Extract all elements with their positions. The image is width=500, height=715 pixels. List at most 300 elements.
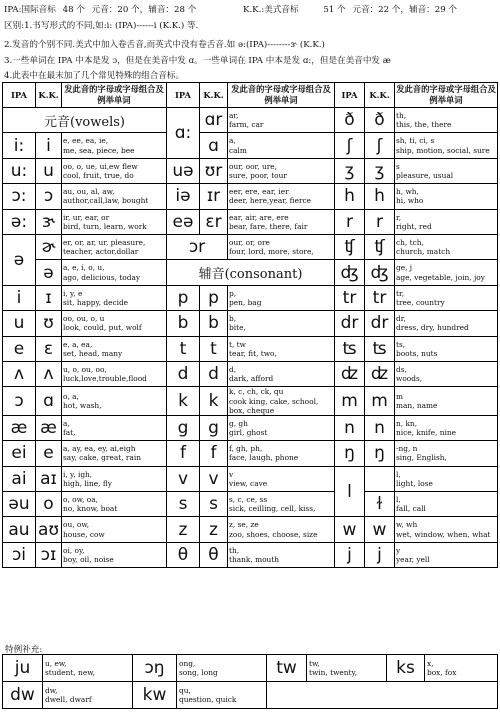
example-words [228, 542, 335, 567]
example-words [177, 682, 267, 709]
ipa-symbol: p [167, 285, 200, 310]
intro-diff-1: 区别:1.书写形式的不同,如:i: (IPA)------i (K.K.) 等. [4, 21, 199, 31]
example-line: our, oor, ure, [229, 161, 277, 171]
example-words [62, 311, 167, 336]
example-line: dr, [396, 314, 406, 324]
ipa-symbol: f [167, 441, 200, 466]
example-words [62, 415, 167, 440]
kk-symbol: ɝ [36, 209, 62, 234]
kk-symbol: æ [36, 415, 62, 440]
intro-diff-4: 4.此表中在最末加了几个常见特殊的组合音标。 [4, 71, 185, 81]
example-words [228, 387, 335, 416]
kk-symbol: o [36, 492, 62, 517]
ipa-symbol: ei [3, 441, 36, 466]
example-line: boots, nuts [396, 348, 438, 358]
ipa-symbol: iə [167, 184, 200, 209]
example-line: er, or, ar, ur, pleasure, [63, 237, 146, 247]
kk-symbol: ð [365, 108, 395, 133]
example-line: bird, turn, learn, work [63, 221, 147, 231]
ipa-label: IPA:国际音标 [4, 5, 56, 15]
example-line: tear, fit, two, [229, 348, 277, 358]
example-words [228, 492, 335, 517]
example-line: year, yell [396, 555, 430, 565]
kk-label: K.K.:美式音标 [243, 5, 299, 15]
table-row [3, 492, 498, 517]
example-words [395, 492, 498, 517]
example-line: this, the, there [396, 120, 452, 130]
ipa-count: 48 个 [62, 5, 85, 15]
kk-symbol: ʦ [365, 336, 395, 361]
example-words [228, 209, 335, 234]
example-line: th, [396, 110, 407, 120]
kk-symbol: k [200, 387, 228, 416]
example-words [395, 441, 498, 466]
example-line: woods, [396, 374, 423, 384]
example-line: zoo, shoes, choose, size [229, 529, 318, 539]
example-line: oo, o, ue, ui,ew flew [63, 161, 138, 171]
example-line: student, new, [45, 668, 95, 677]
table-row [3, 158, 498, 183]
column-header: K.K. [200, 83, 228, 108]
example-words [307, 655, 387, 682]
ipa-symbol: i: [3, 133, 36, 158]
kk-symbol: s [200, 492, 228, 517]
example-line: oi, oy, [63, 545, 85, 555]
example-line: box, fox [427, 668, 457, 677]
kk-symbol: w [365, 517, 395, 542]
example-line: e, ee, ea, ie, [63, 136, 109, 146]
example-words [228, 517, 335, 542]
example-line: sh, ti, ci, s [396, 136, 435, 146]
example-line: pleasure, usual [396, 170, 454, 180]
table-row [3, 517, 498, 542]
example-line: m [396, 391, 404, 401]
kk-symbol: ʒ [365, 158, 395, 183]
example-line: l, [396, 495, 401, 505]
example-words [395, 184, 498, 209]
example-line: -ng, n [396, 444, 418, 454]
example-words [62, 542, 167, 567]
example-line: g, gh [229, 418, 248, 428]
special-symbol: ju [3, 655, 43, 682]
example-line: a, ay, ea, ey, ai,eigh [63, 444, 136, 454]
example-line: ds, [396, 364, 407, 374]
ipa-symbol: v [167, 466, 200, 491]
kk-symbol: ɔɪ [36, 542, 62, 567]
example-words [228, 311, 335, 336]
example-line: twin, twenty, [309, 668, 358, 677]
example-words [228, 158, 335, 183]
ipa-symbol: ʒ [335, 158, 365, 183]
example-words [395, 285, 498, 310]
table-row [3, 336, 498, 361]
example-line: light, lose [396, 478, 433, 488]
example-line: teacher, actor,dollar [63, 247, 139, 257]
example-words [62, 209, 167, 234]
example-line: ts, [396, 339, 406, 349]
example-line: i, y, e [63, 288, 83, 298]
example-line: deer, here,year, fierce [229, 196, 312, 206]
example-line: face, laugh, phone [229, 453, 299, 463]
ipa-symbol: ŋ [335, 441, 365, 466]
table-row [3, 260, 498, 285]
example-line: hot, wash, [63, 401, 102, 411]
column-header: IPA [335, 83, 365, 108]
example-words [62, 285, 167, 310]
example-line: dw, [45, 685, 58, 695]
example-words [62, 466, 167, 491]
table-row [3, 311, 498, 336]
ipa-symbol: r [335, 209, 365, 234]
column-header: IPA [167, 83, 200, 108]
example-words [62, 361, 167, 386]
example-line: nice, knife, nine [396, 428, 457, 438]
example-words [43, 682, 133, 709]
example-line: x, [427, 658, 434, 668]
ipa-symbol: u [3, 311, 36, 336]
kk-symbol: ɛ [36, 336, 62, 361]
special-symbol: dw [3, 682, 43, 709]
kk-symbol: m [365, 387, 395, 416]
ipa-symbol: ʣ [335, 361, 365, 386]
kk-symbol: ɑr [200, 108, 228, 133]
example-words [228, 108, 335, 133]
example-line: o, a, [63, 391, 79, 401]
column-header: K.K. [36, 83, 62, 108]
example-words [62, 336, 167, 361]
table-row [3, 415, 498, 440]
example-line: sing, English, [396, 453, 447, 463]
column-header: 发此音的字母或字母组合及例举单词 [395, 83, 498, 108]
example-words [228, 234, 335, 259]
example-line: l, [396, 469, 401, 479]
table-row [3, 441, 498, 466]
table-row [3, 387, 498, 416]
table-row [3, 466, 498, 491]
example-words [228, 466, 335, 491]
example-words [395, 415, 498, 440]
example-line: four, lord, more, store, [229, 247, 314, 257]
example-line: ar, [229, 110, 239, 120]
kk-symbol: ɑ [200, 133, 228, 158]
example-line: say, cake, great, rain [63, 453, 141, 463]
kk-symbol: ɔ [36, 184, 62, 209]
kk-symbol: r [365, 209, 395, 234]
example-words [395, 466, 498, 491]
example-line: h, wh, [396, 187, 419, 197]
ipa-symbol: θ [167, 542, 200, 567]
ipa-symbol: n [335, 415, 365, 440]
ipa-symbol: ʃ [335, 133, 365, 158]
example-line: bear, fare, there, fair [229, 221, 308, 231]
ipa-symbol: h [335, 184, 365, 209]
ipa-symbol: s [167, 492, 200, 517]
example-line: box, cheque [229, 405, 275, 415]
example-line: w, wh [396, 520, 418, 530]
example-line: tree, country [396, 297, 445, 307]
example-line: th, [229, 545, 240, 555]
example-line: n, kn, [396, 418, 418, 428]
example-line: bite, [229, 323, 246, 333]
example-line: view, cave [229, 478, 268, 488]
kk-count: 51 个 [323, 5, 346, 15]
column-header: 发此音的字母或字母组合及例举单词 [228, 83, 335, 108]
example-words [228, 184, 335, 209]
column-header: K.K. [365, 83, 395, 108]
column-header: IPA [3, 83, 36, 108]
kk-symbol: e [36, 441, 62, 466]
example-line: au, ou, al, aw, [63, 187, 115, 197]
ipa-symbol: t [167, 336, 200, 361]
example-line: oo, ou, o, u [63, 314, 105, 324]
example-line: tw, [309, 658, 320, 668]
example-line: farm, car [229, 120, 264, 130]
example-words [62, 184, 167, 209]
table-row [3, 108, 498, 133]
example-line: k, c, ch, ck, qu [229, 387, 284, 397]
example-line: fall, call [396, 504, 426, 514]
kk-symbol: dr [365, 311, 395, 336]
kk-symbol: ŋ [365, 441, 395, 466]
example-words [62, 260, 167, 285]
example-line: right, red [396, 221, 432, 231]
special-symbol: ks [387, 655, 425, 682]
kk-symbol: z [200, 517, 228, 542]
example-line: pen, bag [229, 297, 262, 307]
kk-symbol: ɪ [36, 285, 62, 310]
example-line: f, gh, ph, [229, 444, 263, 454]
ipa-symbol: ʧ [335, 234, 365, 259]
example-line: tr, [396, 288, 405, 298]
example-words [395, 311, 498, 336]
example-line: luck,love,trouble,flood [63, 374, 147, 384]
ipa-symbol: ʌ [3, 361, 36, 386]
empty-cell [267, 682, 498, 709]
ipa-symbol: d [167, 361, 200, 386]
example-line: church, match [396, 247, 451, 257]
ipa-symbol: w [335, 517, 365, 542]
example-line: boy, oil, noise [63, 555, 114, 565]
example-line: cook king, cake, school, [229, 396, 319, 406]
kk-symbol: ɪr [200, 184, 228, 209]
example-words [425, 655, 498, 682]
ipa-symbol: tr [335, 285, 365, 310]
example-line: calm [229, 145, 247, 155]
kk-symbol: aɪ [36, 466, 62, 491]
example-line: fat, [63, 428, 76, 438]
example-line: thank, mouth [229, 555, 280, 565]
example-words [62, 234, 167, 259]
example-line: dwell, dwarf [45, 695, 92, 704]
table-row [3, 285, 498, 310]
special-symbol: kw [133, 682, 177, 709]
kk-symbol: ʤ [365, 260, 395, 285]
ipa-symbol: ə [3, 234, 36, 285]
table-row [3, 133, 498, 158]
table-row [3, 361, 498, 386]
example-line: d, [229, 364, 237, 374]
ipa-symbol: ɔr [167, 234, 228, 259]
example-words [177, 655, 267, 682]
table-row [3, 234, 498, 259]
example-line: eer, ere, ear, ier [229, 187, 289, 197]
example-line: b, [229, 314, 237, 324]
example-words [395, 108, 498, 133]
kk-symbol: ɛr [200, 209, 228, 234]
kk-symbol: ʣ [365, 361, 395, 386]
column-header: 发此音的字母或字母组合及例举单词 [62, 83, 167, 108]
ipa-symbol: ai [3, 466, 36, 491]
example-line: age, vegetable, join, joy [396, 272, 485, 282]
consonant-label: 辅音(consonant) [167, 260, 335, 285]
ipa-symbol: eə [167, 209, 200, 234]
ipa-symbol: i [3, 285, 36, 310]
example-line: sure, poor, tour [229, 170, 287, 180]
ipa-symbol: ð [335, 108, 365, 133]
kk-symbol: b [200, 311, 228, 336]
kk-symbol: v [200, 466, 228, 491]
example-line: author,call,law, bought [63, 196, 149, 206]
example-line: e, a, ea, [63, 339, 93, 349]
ipa-symbol: əu [3, 492, 36, 517]
table-row [3, 542, 498, 567]
example-line: question, quick [179, 695, 237, 704]
special-symbol: tw [267, 655, 307, 682]
example-line: set, head, many [63, 348, 123, 358]
example-line: a, [229, 136, 236, 146]
ipa-symbol: e [3, 336, 36, 361]
kk-symbol: ə [36, 260, 62, 285]
example-words [395, 260, 498, 285]
example-line: ago, delicious, today [63, 272, 141, 282]
extra-title: 特例补充: [5, 645, 43, 655]
kk-symbol: ʃ [365, 133, 395, 158]
example-words [395, 336, 498, 361]
example-words [395, 361, 498, 386]
ipa-symbol: æ [3, 415, 36, 440]
example-line: man, name [396, 401, 438, 411]
example-line: p, [229, 288, 237, 298]
special-symbol: ɔŋ [133, 655, 177, 682]
kk-symbol: ʊr [200, 158, 228, 183]
example-line: ship, motion, social, sure [396, 145, 490, 155]
example-words [395, 517, 498, 542]
ipa-symbol: ʤ [335, 260, 365, 285]
example-line: u, o, ou, oo, [63, 364, 107, 374]
kk-symbol: tr [365, 285, 395, 310]
example-line: our, or, ore [229, 237, 270, 247]
ipa-symbol: ʦ [335, 336, 365, 361]
ipa-symbol: au [3, 517, 36, 542]
example-line: z, se, ze [229, 520, 259, 530]
example-line: hi, who [396, 196, 424, 206]
example-words [395, 542, 498, 567]
extra-table [2, 654, 498, 709]
ipa-symbol: ɔi [3, 542, 36, 567]
table-row [3, 655, 498, 682]
example-line: sit, happy, decide [63, 297, 129, 307]
example-line: o, ow, oa, [63, 495, 98, 505]
vowels-label: 元音(vowels) [3, 108, 167, 133]
example-words [62, 158, 167, 183]
example-line: cool, fruit, true, do [63, 170, 134, 180]
example-words [228, 336, 335, 361]
example-line: s, c, ce, ss [229, 495, 268, 505]
example-words [62, 517, 167, 542]
ipa-symbol: u: [3, 158, 36, 183]
example-line: wet, window, when, what [396, 529, 491, 539]
example-line: r, [396, 212, 402, 222]
example-line: no, know, boat [63, 504, 118, 514]
ipa-symbol: g [167, 415, 200, 440]
kk-symbol: ʌ [36, 361, 62, 386]
ipa-symbol: l [335, 466, 365, 517]
example-line: s [396, 161, 400, 171]
example-line: ge, j [396, 263, 413, 273]
kk-symbol: θ [200, 542, 228, 567]
example-words [395, 387, 498, 416]
example-words [228, 133, 335, 158]
example-line: u, ew, [45, 658, 67, 668]
intro-counts [4, 3, 461, 15]
example-line: a, e, i, o, u, [63, 263, 105, 273]
kk-symbol [365, 466, 395, 491]
ipa-symbol: m [335, 387, 365, 416]
example-line: dark, afford [229, 374, 274, 384]
kk-symbol: ɚ [36, 234, 62, 259]
example-words [62, 492, 167, 517]
example-line: i, y, igh, [63, 469, 93, 479]
example-line: ir, ur, ear, or [63, 212, 110, 222]
example-line: high, line, fly [63, 478, 112, 488]
kk-symbol: ʊ [36, 311, 62, 336]
example-line: look, could, put, wolf [63, 323, 142, 333]
example-words [228, 415, 335, 440]
kk-symbol: u [36, 158, 62, 183]
example-words [62, 387, 167, 416]
kk-symbol: aʊ [36, 517, 62, 542]
example-words [228, 441, 335, 466]
example-line: house, cow [63, 529, 105, 539]
kk-symbol: ɫ [365, 492, 395, 517]
kk-symbol: t [200, 336, 228, 361]
table-row [3, 682, 498, 709]
example-line: ou, ow, [63, 520, 90, 530]
example-line: t, tw [229, 339, 246, 349]
example-line: y [396, 545, 401, 555]
kk-symbol: j [365, 542, 395, 567]
example-words [62, 133, 167, 158]
kk-breakdown: 元音：22 个，辅音：29 个 [352, 5, 458, 15]
example-words [395, 234, 498, 259]
example-words [395, 158, 498, 183]
kk-symbol: n [365, 415, 395, 440]
ipa-symbol: dr [335, 311, 365, 336]
ipa-breakdown: 元音：20 个，辅音：28 个 [91, 5, 197, 15]
ipa-symbol: b [167, 311, 200, 336]
example-words [62, 441, 167, 466]
ipa-symbol: j [335, 542, 365, 567]
ipa-symbol: uə [167, 158, 200, 183]
example-line: dress, dry, hundred [396, 323, 469, 333]
kk-symbol: i [36, 133, 62, 158]
kk-symbol: ʧ [365, 234, 395, 259]
ipa-symbol: k [167, 387, 200, 416]
example-line: ong, [179, 658, 196, 668]
kk-symbol: h [365, 184, 395, 209]
header-row [3, 83, 498, 108]
ipa-symbol: ə: [3, 209, 36, 234]
